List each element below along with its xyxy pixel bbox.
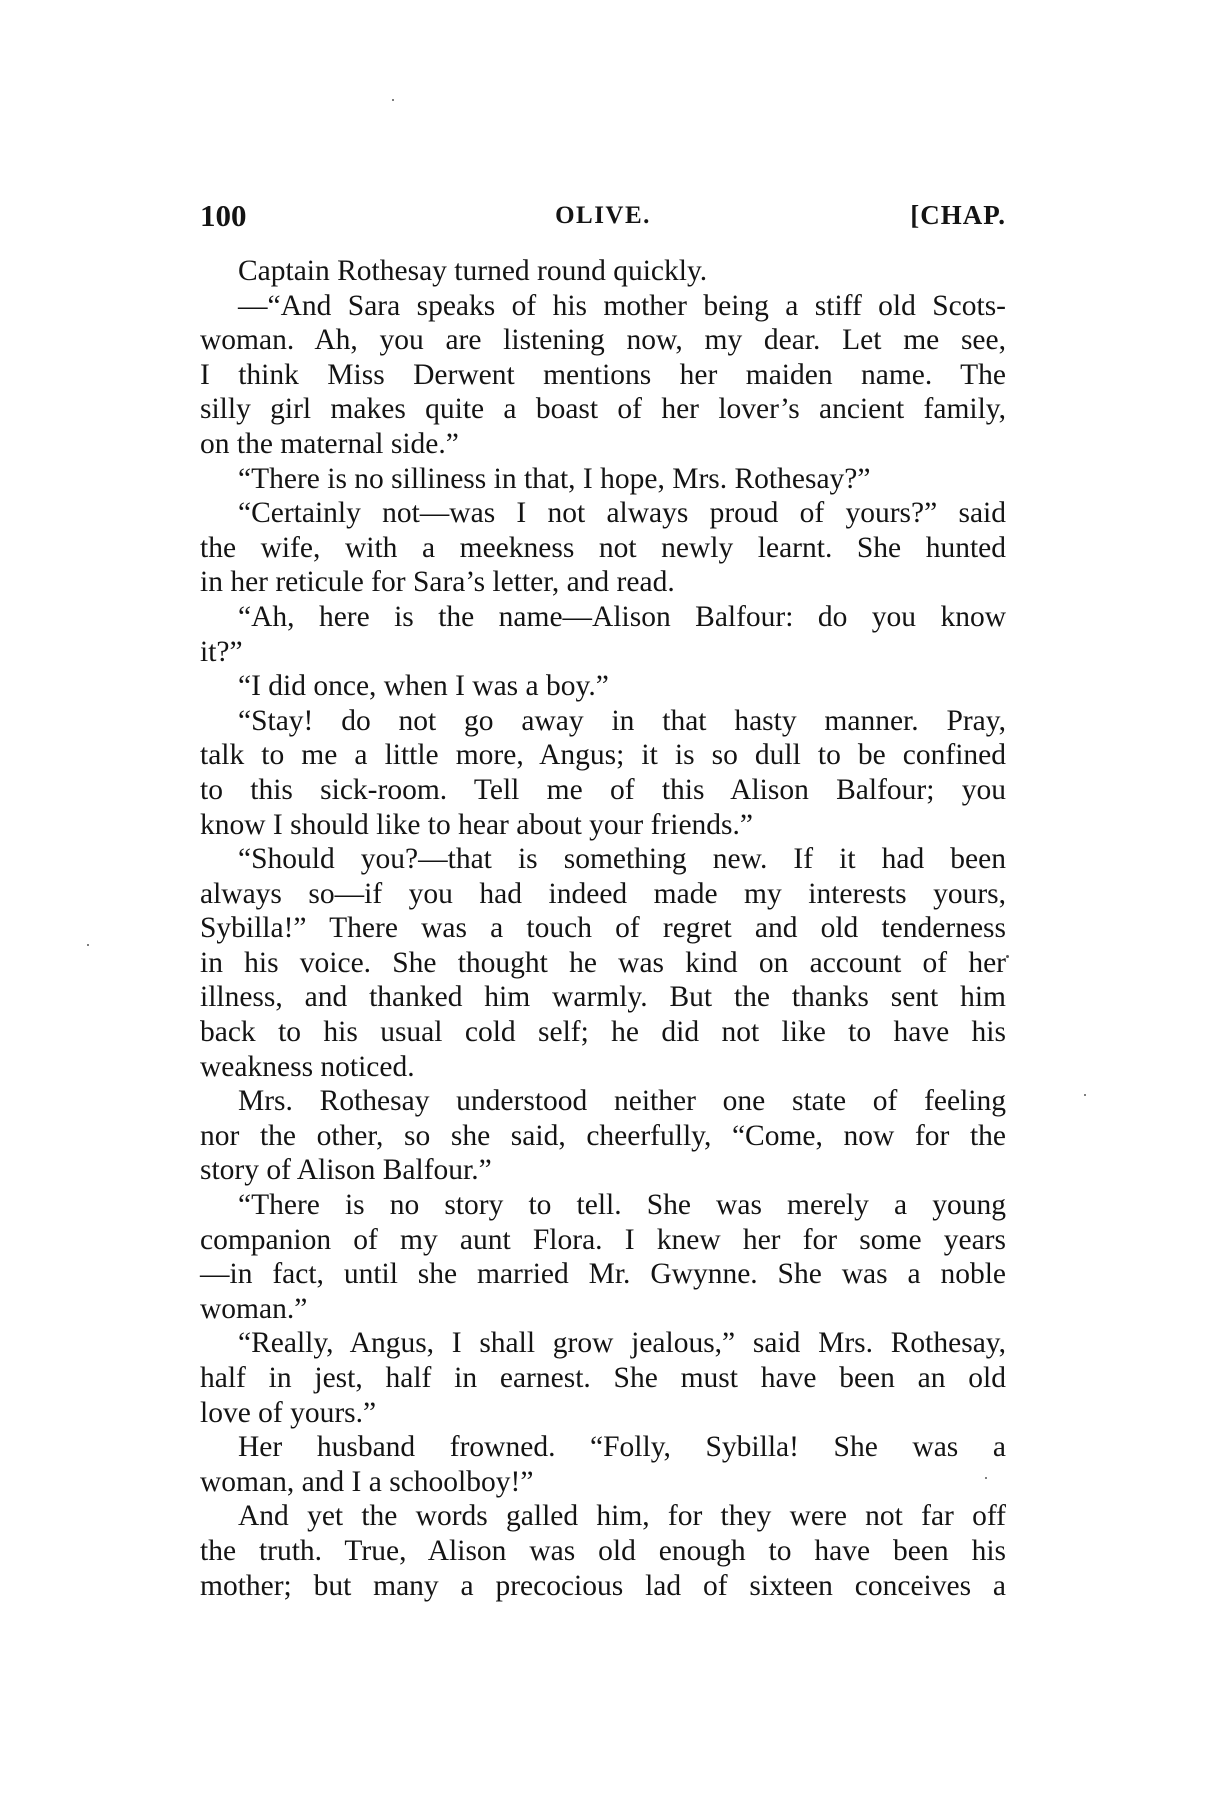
running-title: OLIVE. [555,202,651,229]
text-line: nor the other, so she said, cheerfully, “Come, now for the [200,1119,1006,1152]
paper-speck [392,99,394,101]
text-line: love of yours.” [200,1396,377,1429]
text-line: mother; but many a precocious lad of sixteen conceives a [200,1569,1006,1602]
text-line: on the maternal side.” [200,427,459,460]
paper-speck [1084,1094,1086,1096]
text-line: talk to me a little more, Angus; it is so dull to be confined [200,739,1006,772]
text-line: “Ah, here is the name—Alison Balfour: do you know [238,600,1006,633]
text-line: woman, and I a schoolboy!” [200,1465,534,1498]
text-line: in his voice. She thought he was kind on account of her [200,946,1006,979]
text-line: half in jest, half in earnest. She must have been an old [200,1362,1006,1394]
text-line: the wife, with a meekness not newly learnt. She hunted [200,531,1006,564]
text-line: know I should like to hear about your friends.” [200,808,753,841]
text-line: it?” [200,635,243,668]
text-line: companion of my aunt Flora. I knew her for some years [200,1223,1006,1256]
chapter-marker: [CHAP. [910,200,1006,230]
body-text [200,254,1006,1603]
text-line: Mrs. Rothesay understood neither one state of feeling [238,1085,1006,1118]
text-line: Her husband frowned. “Folly, Sybilla! She was a [238,1431,1006,1464]
text-line: woman. Ah, you are listening now, my dear. Let me see, [200,324,1006,357]
text-line: “Really, Angus, I shall grow jealous,” said Mrs. Rothesay, [238,1327,1006,1360]
text-line: I think Miss Derwent mentions her maiden name. The [200,358,1006,391]
text-line: silly girl makes quite a boast of her lover’s ancient family, [200,393,1006,426]
text-line: illness, and thanked him warmly. But the thanks sent him [200,981,1006,1014]
text-line: in her reticule for Sara’s letter, and read. [200,566,675,599]
text-line: —in fact, until she married Mr. Gwynne. She was a noble [200,1258,1006,1291]
text-line: “Stay! do not go away in that hasty manner. Pray, [238,704,1006,737]
text-line: “Certainly not—was I not always proud of yours?” said [238,497,1006,530]
paper-speck [985,1477,987,1479]
paper-speck [87,944,89,946]
text-line: “There is no silliness in that, I hope, Mrs. Rothesay?” [238,462,871,495]
text-line: to this sick-room. Tell me of this Alison Balfour; you [200,773,1006,806]
text-line: always so—if you had indeed made my interests yours, [200,877,1006,910]
text-line: “Should you?—that is something new. If it had been [238,843,1006,876]
text-line: Sybilla!” There was a touch of regret and old tenderness [200,912,1006,945]
paper-speck [1006,955,1009,958]
text-line: —“And Sara speaks of his mother being a stiff old Scots- [238,289,1006,322]
text-line: weakness noticed. [200,1050,415,1083]
text-line: “I did once, when I was a boy.” [238,670,609,703]
text-line: back to his usual cold self; he did not like to have his [200,1016,1006,1049]
page-number: 100 [200,198,247,233]
text-line: the truth. True, Alison was old enough to have been his [200,1534,1006,1567]
text-line: story of Alison Balfour.” [200,1154,492,1187]
text-line: And yet the words galled him, for they were not far off [238,1500,1006,1533]
page-header [200,198,1006,238]
text-line: “There is no story to tell. She was merely a young [238,1189,1006,1222]
text-line: Captain Rothesay turned round quickly. [238,255,708,287]
text-line: woman.” [200,1292,308,1325]
